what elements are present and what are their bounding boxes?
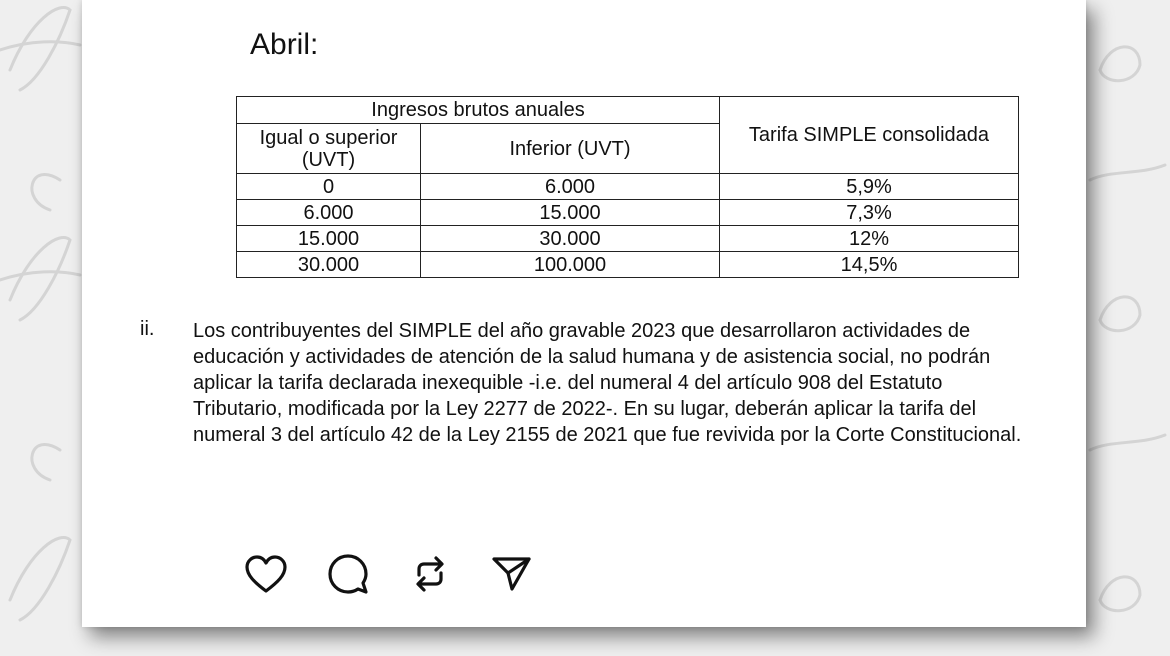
upper-bound-column-header: Inferior (UVT) — [421, 124, 720, 174]
repost-icon — [410, 553, 450, 595]
upper-bound-cell: 6.000 — [421, 174, 720, 200]
lower-bound-cell: 0 — [237, 174, 421, 200]
lower-bound-cell: 30.000 — [237, 252, 421, 278]
table-row — [237, 226, 1019, 252]
month-title: Abril: — [250, 28, 319, 61]
lower-bound-cell: 6.000 — [237, 200, 421, 226]
upper-bound-cell: 15.000 — [421, 200, 720, 226]
table-row — [237, 252, 1019, 278]
send-icon — [491, 554, 533, 594]
list-marker: ii. — [140, 318, 155, 340]
rate-cell: 12% — [720, 226, 1019, 252]
upper-bound-cell: 30.000 — [421, 226, 720, 252]
comment-icon — [327, 553, 369, 595]
like-button[interactable] — [242, 553, 290, 595]
heart-icon — [244, 554, 288, 594]
body-paragraph: Los contribuyentes del SIMPLE del año gravable 2023 que desarrollaron actividades de educación y actividades de atención de la salud humana y de asistencia social, no podrán aplicar la tarifa declarada inexequible -i.e. del numeral 4 del artículo 908 del Estatuto Tributario, modificada por la Ley 2277 de 2022-. En su lugar, deberán aplicar la tarifa del numeral 3 del artículo 42 de la Ley 2155 de 2021 que fue revivida por la Corte Constitucional. — [193, 320, 1022, 446]
upper-bound-cell: 100.000 — [421, 252, 720, 278]
rate-cell: 5,9% — [720, 174, 1019, 200]
table-row — [237, 174, 1019, 200]
table-row — [237, 200, 1019, 226]
share-button[interactable] — [488, 553, 536, 595]
tariff-table — [236, 96, 1019, 278]
document-page — [82, 0, 1086, 627]
rate-column-header: Tarifa SIMPLE consolidada — [720, 97, 1019, 174]
post-actions-bar — [242, 553, 536, 595]
lower-bound-column-header: Igual o superior (UVT) — [237, 124, 421, 174]
group-header: Ingresos brutos anuales — [237, 97, 720, 124]
repost-button[interactable] — [406, 553, 454, 595]
comment-button[interactable] — [324, 553, 372, 595]
lower-bound-cell: 15.000 — [237, 226, 421, 252]
rate-cell: 14,5% — [720, 252, 1019, 278]
rate-cell: 7,3% — [720, 200, 1019, 226]
